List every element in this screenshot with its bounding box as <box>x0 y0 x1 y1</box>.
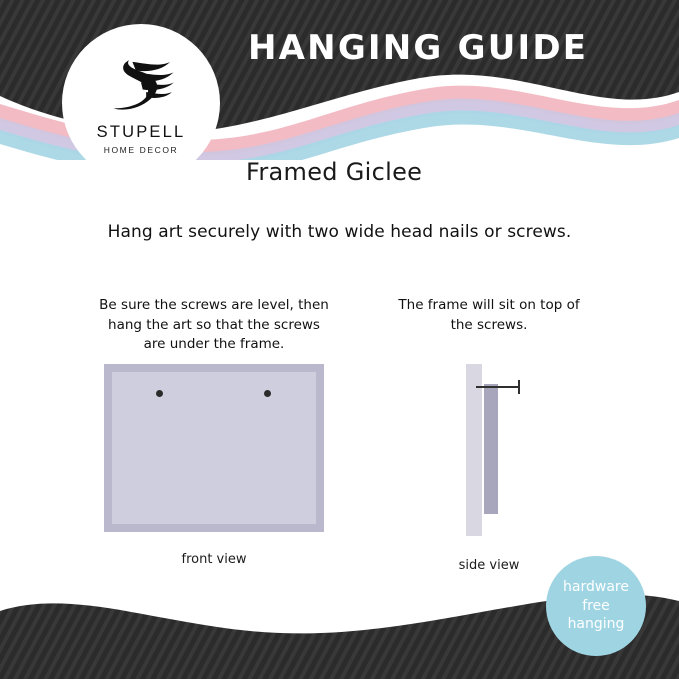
wall-surface <box>466 364 482 536</box>
badge-line-1: hardware <box>563 578 629 595</box>
badge-line-2: free <box>582 597 610 614</box>
frame-profile <box>484 384 498 514</box>
front-view-label: front view <box>181 552 247 567</box>
brand-logo <box>62 24 220 182</box>
side-view-label: side view <box>458 558 520 573</box>
swoosh-logo-icon <box>98 55 184 117</box>
front-view-instructions: Be sure the screws are level, then hang the art so that the screws are under the frame. <box>99 297 329 353</box>
logo-tagline: HOME DECOR <box>103 145 179 155</box>
intro-text: Hang art securely with two wide head nails or screws. <box>107 222 572 242</box>
screw-marker-left <box>156 390 163 397</box>
front-view-diagram <box>104 364 324 532</box>
side-view-instructions: The frame will sit on top of the screws. <box>398 297 580 333</box>
screw-marker-right <box>264 390 271 397</box>
badge-line-3: hanging <box>567 616 625 633</box>
logo-wordmark: STUPELL <box>96 123 186 141</box>
frame-art-surface <box>112 372 316 524</box>
screw-shaft <box>476 386 520 388</box>
screw-head <box>518 380 520 394</box>
page-title: HANGING GUIDE <box>248 28 589 68</box>
hardware-free-badge <box>546 556 646 656</box>
product-title: Framed Giclee <box>246 158 423 186</box>
side-view-diagram <box>466 364 520 536</box>
